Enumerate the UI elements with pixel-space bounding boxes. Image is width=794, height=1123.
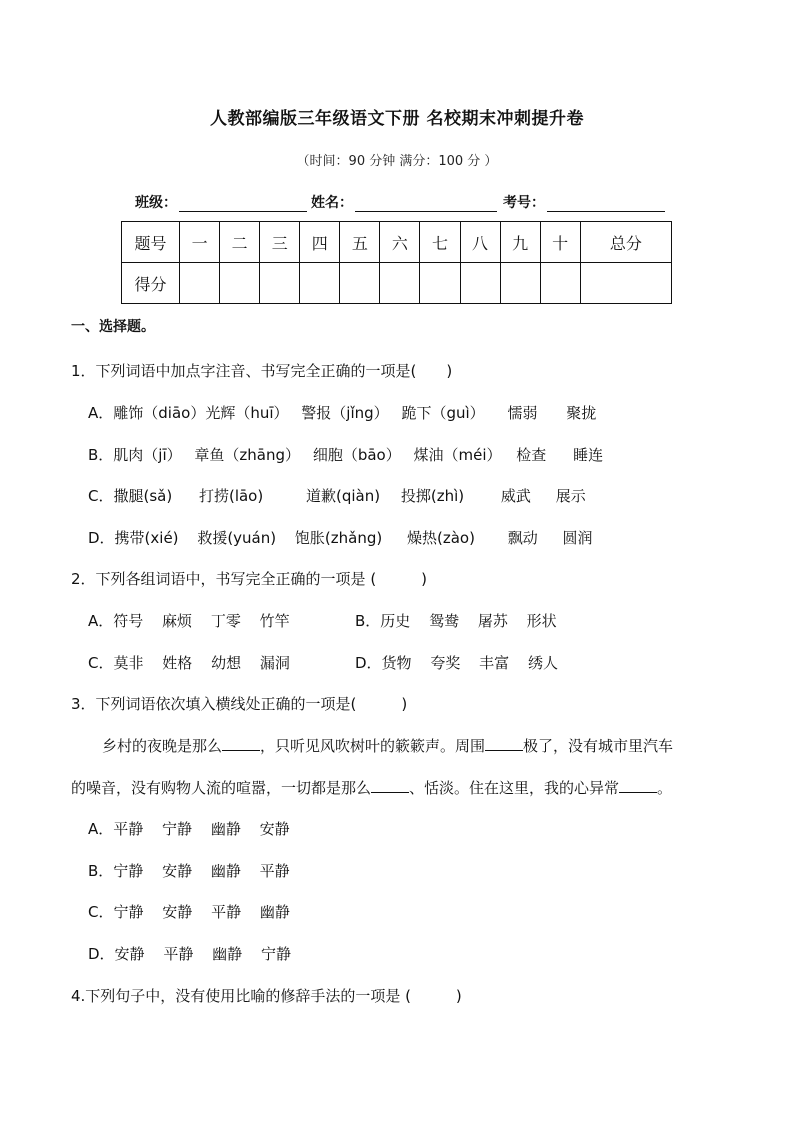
question-2-option-c[interactable]	[88, 652, 290, 673]
question-3-option-b[interactable]	[88, 860, 290, 881]
student-info-row	[135, 188, 675, 212]
section-heading: 一、选择题。	[71, 319, 155, 335]
passage-text: 乡村的夜晚是那么	[102, 737, 223, 755]
table-cell: 二	[220, 222, 260, 263]
question-3-stem: 3．下列词语依次填入横线处正确的一项是( )	[71, 695, 408, 713]
option-text: 安静	[162, 862, 193, 880]
option-text: 燥热(zào)	[406, 529, 475, 547]
option-text: C．撒腿(sǎ)	[88, 487, 173, 505]
question-1-stem: 1．下列词语中加点字注音、书写完全正确的一项是( )	[71, 362, 453, 380]
option-text: 宁静	[260, 945, 291, 963]
option-text: 投掷(zhì)	[400, 487, 465, 505]
answer-blank[interactable]	[371, 778, 409, 793]
table-cell: 总分	[580, 222, 671, 263]
option-text: B．肌肉（jī）	[88, 446, 182, 464]
table-cell: 四	[300, 222, 340, 263]
passage-text: 、恬淡。住在这里，我的心异常	[409, 779, 620, 797]
exam-subtitle: （时间：90 分钟 满分：100 分 ）	[296, 154, 498, 169]
option-text: D．携带(xié)	[88, 529, 179, 547]
option-text: 平静	[259, 862, 290, 880]
option-text: 圆润	[562, 529, 593, 547]
answer-blank[interactable]	[222, 736, 260, 751]
question-1-option-b[interactable]	[88, 444, 603, 465]
table-cell: 九	[500, 222, 540, 263]
class-label: 班级：	[135, 195, 177, 211]
option-text: A．雕饰（diāo）光辉（huī）	[88, 404, 289, 422]
table-cell: 六	[380, 222, 420, 263]
option-text: 道歉(qiàn)	[306, 487, 381, 505]
option-text: 形状	[526, 612, 557, 630]
option-text: 救援(yuán)	[197, 529, 277, 547]
option-text: 章鱼（zhāng）	[194, 446, 301, 464]
score-cell[interactable]	[500, 263, 540, 304]
option-text: D．安静	[88, 945, 145, 963]
question-3-option-c[interactable]	[88, 901, 290, 922]
number-field[interactable]	[547, 193, 665, 212]
score-cell[interactable]	[300, 263, 340, 304]
option-text: A．平静	[88, 820, 144, 838]
option-text: B．宁静	[88, 862, 144, 880]
option-text: 幽静	[210, 862, 241, 880]
question-3-option-a[interactable]	[88, 818, 290, 839]
question-1-option-c[interactable]	[88, 485, 586, 506]
option-text: 平静	[211, 903, 242, 921]
option-text: 懦弱	[507, 404, 538, 422]
table-cell: 得分	[122, 263, 180, 304]
passage-text: 极了，没有城市里汽车	[523, 737, 674, 755]
option-text: 麻烦	[162, 612, 193, 630]
question-2-option-d[interactable]	[355, 652, 558, 673]
question-2-option-a[interactable]	[88, 610, 290, 631]
table-cell: 题号	[122, 222, 180, 263]
question-2-option-b[interactable]	[355, 610, 557, 631]
option-text: 飘动	[507, 529, 538, 547]
score-cell[interactable]	[220, 263, 260, 304]
passage-text: ，只听见风吹树叶的簌簌声。周围	[260, 737, 486, 755]
option-text: 竹竿	[259, 612, 290, 630]
option-text: 幼想	[211, 654, 242, 672]
answer-blank[interactable]	[619, 778, 657, 793]
option-text: 平静	[163, 945, 194, 963]
question-3-passage-line-1	[102, 735, 673, 756]
option-text: B．历史	[355, 612, 411, 630]
score-cell[interactable]	[460, 263, 500, 304]
score-table-header-row	[122, 222, 672, 263]
option-text: A．符号	[88, 612, 144, 630]
question-2-stem: 2．下列各组词语中，书写完全正确的一项是 ( )	[71, 570, 428, 588]
option-text: 屠苏	[477, 612, 508, 630]
option-text: 煤油（méi）	[413, 446, 502, 464]
question-1-option-a[interactable]	[88, 402, 596, 423]
question-3-passage-line-2	[71, 777, 672, 798]
option-text: 检查	[516, 446, 547, 464]
table-cell: 三	[260, 222, 300, 263]
score-cell[interactable]	[420, 263, 460, 304]
option-text: 鸳鸯	[429, 612, 460, 630]
option-text: 安静	[259, 820, 290, 838]
option-text: 丰富	[479, 654, 510, 672]
class-field[interactable]	[179, 193, 307, 212]
option-text: 警报（jǐng）	[301, 404, 389, 422]
score-cell[interactable]	[180, 263, 220, 304]
question-3-option-d[interactable]	[88, 943, 291, 964]
option-text: C．宁静	[88, 903, 144, 921]
option-text: 幽静	[210, 820, 241, 838]
option-text: 安静	[162, 903, 193, 921]
option-text: C．莫非	[88, 654, 144, 672]
table-cell: 十	[540, 222, 580, 263]
score-cell[interactable]	[260, 263, 300, 304]
option-text: 姓格	[162, 654, 193, 672]
option-text: 跪下（guì）	[401, 404, 485, 422]
score-table-score-row	[122, 263, 672, 304]
option-text: 细胞（bāo）	[312, 446, 401, 464]
passage-text: 。	[657, 779, 673, 797]
name-label: 姓名：	[311, 195, 353, 211]
table-cell: 五	[340, 222, 380, 263]
option-text: 漏洞	[259, 654, 290, 672]
table-cell: 八	[460, 222, 500, 263]
passage-text: 的噪音，没有购物人流的喧嚣，一切都是那么	[71, 779, 372, 797]
number-label: 考号：	[503, 195, 545, 211]
score-cell[interactable]	[540, 263, 580, 304]
option-text: 饱胀(zhǎng)	[294, 529, 383, 547]
score-table	[121, 221, 672, 304]
answer-blank[interactable]	[485, 736, 523, 751]
table-cell: 一	[180, 222, 220, 263]
option-text: 聚拢	[566, 404, 597, 422]
option-text: 绣人	[527, 654, 558, 672]
table-cell: 七	[420, 222, 460, 263]
option-text: D．货物	[355, 654, 412, 672]
option-text: 打捞(lāo)	[198, 487, 264, 505]
option-text: 幽静	[212, 945, 243, 963]
option-text: 睡连	[573, 446, 604, 464]
option-text: 宁静	[162, 820, 193, 838]
score-cell[interactable]	[380, 263, 420, 304]
score-cell[interactable]	[340, 263, 380, 304]
name-field[interactable]	[355, 193, 497, 212]
option-text: 展示	[555, 487, 586, 505]
option-text: 夸奖	[430, 654, 461, 672]
exam-title: 人教部编版三年级语文下册 名校期末冲刺提升卷	[210, 109, 584, 129]
question-1-option-d[interactable]	[88, 527, 593, 548]
option-text: 威武	[500, 487, 531, 505]
option-text: 幽静	[259, 903, 290, 921]
option-text: 丁零	[210, 612, 241, 630]
question-4-stem: 4.下列句子中，没有使用比喻的修辞手法的一项是 ( )	[71, 987, 462, 1005]
score-cell[interactable]	[580, 263, 671, 304]
